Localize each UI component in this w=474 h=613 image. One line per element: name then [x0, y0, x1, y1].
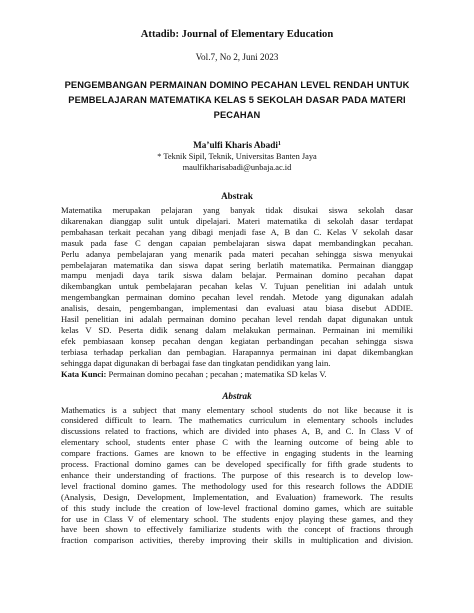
abstract-line: have been shown to effectively familiarize students with the concept of fractions through — [61, 524, 413, 535]
title-line: PECAHAN — [213, 110, 261, 120]
paper-title — [61, 78, 413, 123]
abstrak-line: dikembangkan untuk pembelajaran pecahan kelas V. Tujuan penelitian ini adalah untuk — [61, 281, 413, 292]
abstrak-line: masuk pada fase C dengan capaian pembelajaran siswa dapat membandingkan pecahan. — [61, 237, 413, 248]
author-affiliation: * Teknik Sipil, Teknik, Universitas Banten Jaya — [157, 152, 317, 161]
abstrak-line: pembahasan terkait pecahan yang dibagi menjadi fase A, B dan C. Kelas V sekolah dasar — [61, 226, 413, 237]
journal-name: Attadib: Journal of Elementary Education — [140, 29, 334, 40]
abstract-line: elementary school, students enter phase C with the learning outcome of being able to — [61, 437, 413, 448]
keywords-text: Permainan domino pecahan ; pecahan ; matematika SD kelas V. — [106, 368, 327, 379]
abstrak-line: dikarenakan dianggap sulit untuk dipelajari. Materi matematika di sekolah dasar terdapat — [61, 215, 413, 226]
abstrak-line: kelas V SD. Peserta didik senang dalam melakukan permainan. Permainan ini memiliki — [61, 324, 413, 335]
abstract-line: enhance their understanding of fractions. The purpose of this research is to develop low- — [61, 469, 413, 480]
abstract-line: considered difficult to learn. The mathematics curriculum in elementary schools includes — [61, 415, 413, 426]
abstract-line: compare fractions. Games are known to be effective in engaging students in the learning — [61, 448, 413, 459]
abstrak-line: mampu menjadi daya tarik siswa dalam belajar. Permainan domino pecahan dapat — [61, 270, 413, 281]
abstract-line: level fractional domino games. The methodology used for this research follows the ADDIE — [61, 480, 413, 491]
abstrak-line: Hasil penelitian ini adalah permainan domino pecahan level rendah dapat digunakan untuk — [61, 314, 413, 325]
abstract-line: fraction comparison activities, thereby improving their skills in multiplication and division. — [61, 535, 413, 546]
abstrak-body — [61, 205, 413, 369]
abstrak-line: Matematika merupakan pelajaran yang banyak tidak disukai siswa sekolah dasar — [61, 205, 413, 215]
abstract-line: discussions related to fractions, which are divided into phases A, B, and C. In Class V of — [61, 426, 413, 437]
abstrak-heading: Abstrak — [221, 191, 253, 201]
abstract-line: of this study include the creation of low-level fractional domino games, which are suitable — [61, 502, 413, 513]
abstract-line: Mathematics is a subject that many elementary school students do not like because it is — [61, 404, 413, 415]
author-superscript: 1 — [277, 141, 281, 147]
abstract-heading: Abstrak — [222, 390, 252, 401]
abstract-line: for use in Class V of elementary school. The students enjoy playing these games, and they — [61, 513, 413, 524]
abstract-line: (Analysis, Design, Development, Implementation, and Evaluation) framework. The results — [61, 491, 413, 502]
author-email: maulfikharisabadi@unbaja.ac.id — [182, 163, 292, 172]
abstrak-line: pembelajaran matematika dan siswa dapat sering berlatih matematika. Permainan dianggap — [61, 259, 413, 270]
abstrak-line: Perlu adanya pembelajaran yang menarik pada materi pecahan sehingga siswa menyukai — [61, 248, 413, 259]
author-name-text: Ma’ulfi Kharis Abadi — [193, 140, 278, 150]
abstrak-line: terbiasa terhadap perkalian dan pembagian. Harapannya permainan ini dapat dikembangkan — [61, 346, 413, 357]
abstrak-line: efek pembiasaan konsep pecahan dengan kegiatan perbandingan pecahan sehingga siswa — [61, 335, 413, 346]
abstract-body — [61, 405, 413, 547]
abstract-line: process. Fractional domino games can be developed specifically for fifth grade students to — [61, 459, 413, 470]
author-name — [61, 139, 413, 151]
keywords-label: Kata Kunci: — [61, 368, 107, 379]
volume-issue: Vol.7, No 2, Juni 2023 — [195, 52, 279, 62]
author-block — [61, 139, 413, 173]
title-line: PENGEMBANGAN PERMAINAN DOMINO PECAHAN LEVEL RENDAH UNTUK — [64, 80, 410, 90]
abstrak-line: sehingga dapat digunakan di berbagai fase dan tingkatan pendidikan yang lain. — [61, 357, 331, 368]
keywords — [61, 369, 413, 380]
title-line: PEMBELAJARAN MATEMATIKA KELAS 5 SEKOLAH DASAR PADA MATERI — [68, 95, 406, 105]
abstrak-line: mengembangkan permainan domino pecahan level rendah. Metode yang digunakan adalah — [61, 292, 413, 303]
abstrak-line: analisis, desain, pengembangan, implementasi dan evaluasi atau biasa disebut ADDIE. — [61, 303, 413, 314]
